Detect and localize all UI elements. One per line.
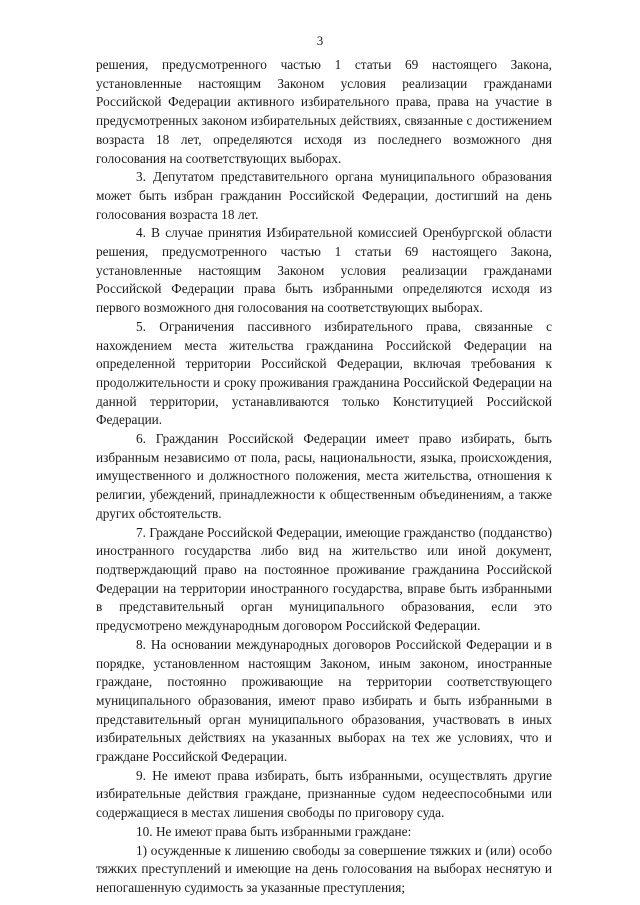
paragraph-part-6: 6. Гражданин Российской Федерации имеет право избирать, быть избранным независимо от пола, расы, национальности, языка, происхождения, имущественного и должностного положения, места жительства, отношения к религии, убеждений, принадлежности к общественным объединениям, а также других обстоятельств.: [96, 431, 552, 521]
paragraph-part-5: 5. Ограничения пассивного избирательного права, связанные с нахождением места жительства гражданина Российской Федерации на определенной территории Российской Федерации, включая требования к продолжительности и сроку проживания гражданина Российской Федерации на данной территории, устанавливаются только Конституцией Российской Федерации.: [96, 318, 552, 428]
paragraph-part-3: 3. Депутатом представительного органа муниципального образования может быть избран гражданин Российской Федерации, достигший на день голосования возраста 18 лет.: [96, 169, 552, 222]
paragraph-part-10-item-1: 1) осужденные к лишению свободы за совершение тяжких и (или) особо тяжких преступлений и имеющие на день голосования на выборах неснятую и непогашенную судимость за указанные преступления;: [96, 842, 552, 895]
paragraph-part-9: 9. Не имеют права избирать, быть избранными, осуществлять другие избирательные действия граждане, признанные судом недееспособными или содержащиеся в местах лишения свободы по приговору суда.: [96, 767, 552, 821]
document-body: [96, 56, 552, 898]
page-number: 3: [316, 33, 324, 48]
paragraph-part-10: 10. Не имеют права быть избранными граждане:: [136, 823, 412, 839]
paragraph-part-7: 7. Граждане Российской Федерации, имеющие гражданство (подданство) иностранного государства либо вид на жительство или иной документ, подтверждающий право на постоянное проживание гражданина Российской Федерации на территории иностранного государства, вправе быть избранными в представительный орган муниципального образования, если это предусмотрено международным договором Российской Федерации.: [96, 524, 552, 634]
paragraph-part-4: 4. В случае принятия Избирательной комиссией Оренбургской области решения, предусмотренного частью 1 статьи 69 настоящего Закона, установленные настоящим Законом условия реализации гражданами Российской Федерации права быть избранными определяются исходя из первого возможного дня голосования на соответствующих выборах.: [96, 225, 552, 316]
paragraph-part-8: 8. На основании международных договоров Российской Федерации и в порядке, установленном настоящим Законом, иным законом, иностранные граждане, постоянно проживающие на территории соответствующего муниципального образования, имеют право избирать и быть избранными в представительный орган муниципального образования, участвовать в иных избирательных действиях на указанных выборах на тех же условиях, что и граждане Российской Федерации.: [96, 636, 552, 765]
paragraph-continuation: решения, предусмотренного частью 1 статьи 69 настоящего Закона, установленные настоящим Законом условия реализации гражданами Российской Федерации активного избирательного права, права на участие в предусмотренных законом избирательных действиях, связанные с достижением возраста 18 лет, определяются исходя из последнего возможного дня голосования на соответствующих выборах.: [96, 57, 552, 166]
